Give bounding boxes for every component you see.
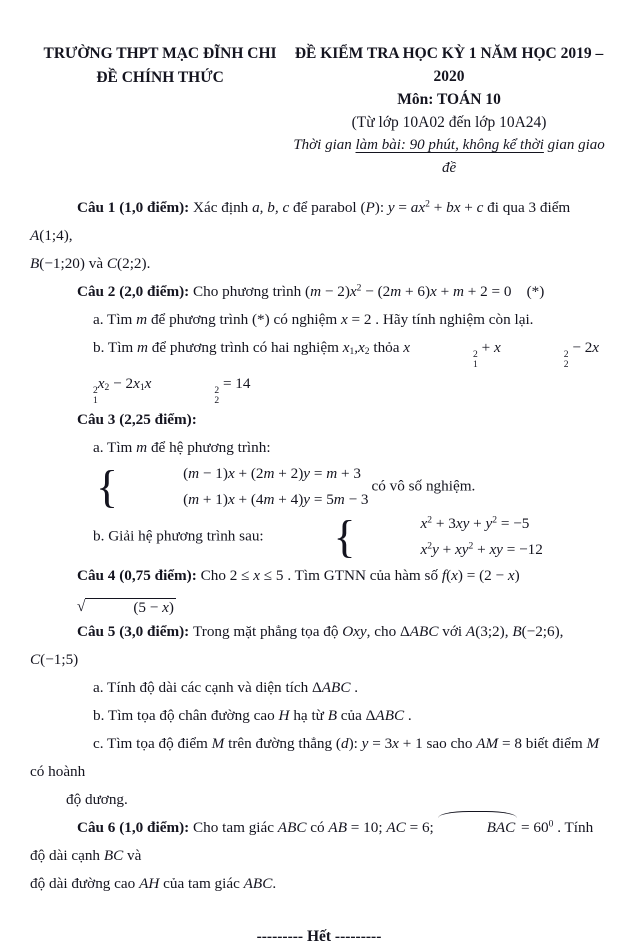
subscript: 1 xyxy=(139,381,145,393)
subscript: 2 xyxy=(104,381,110,393)
math-italic: AH xyxy=(139,874,160,892)
sup-sub-stack xyxy=(501,350,569,370)
math-italic: y xyxy=(303,464,311,482)
math-italic: c xyxy=(476,199,484,216)
math-italic: ABC xyxy=(409,622,439,640)
angle-arc xyxy=(438,814,518,842)
system-brace: { xyxy=(96,460,119,512)
subscript: 2 xyxy=(563,359,569,371)
math-italic: x xyxy=(97,374,105,392)
paragraph: độ dương. xyxy=(66,790,128,808)
radical-sign: √ xyxy=(77,597,86,615)
bold-text: Câu 1 (1,0 điểm): xyxy=(77,199,194,216)
system-equation: (m + 1)x + (4m + 4)y = 5m − 3 xyxy=(183,490,369,508)
sup-sub-stack xyxy=(410,350,478,370)
bold-text: Câu 5 (3,0 điểm): xyxy=(77,622,194,640)
math-italic: x xyxy=(420,514,428,532)
math-italic: m xyxy=(390,283,402,300)
bold-text: Câu 4 (0,75 điểm): xyxy=(77,566,201,584)
system-brace: { xyxy=(333,510,356,562)
math-italic: x xyxy=(349,283,357,300)
equation-system xyxy=(270,512,542,562)
exam-header xyxy=(30,42,608,180)
math-italic: y xyxy=(387,199,395,216)
subscript: 2 xyxy=(214,394,220,406)
system-lines xyxy=(358,512,543,562)
math-italic: M xyxy=(586,734,600,752)
bold-text: Câu 6 (1,0 điểm): xyxy=(77,818,194,836)
math-italic: f xyxy=(441,566,447,584)
math-italic: x xyxy=(507,566,515,584)
math-italic: y xyxy=(361,734,369,752)
radicand: (5 − x) xyxy=(85,598,176,616)
math-italic: ABC xyxy=(277,818,307,836)
end-marker: --------- Hết --------- xyxy=(256,927,382,945)
paragraph: a. Tính độ dài các cạnh và diện tích ΔABC . xyxy=(93,678,359,696)
math-italic: P xyxy=(365,199,375,216)
math-italic: Oxy xyxy=(342,622,367,640)
math-italic: m xyxy=(263,490,275,508)
math-italic: a, b, c xyxy=(252,199,290,216)
paragraph: b. Tìm m để phương trình có hai nghiệm x1,x2 thỏa x 2 1 + x 2 2 − 2x 2 1 x2 − 2x1x 2 2 = 14 xyxy=(30,334,608,406)
math-italic: m xyxy=(188,490,200,508)
math-italic: x xyxy=(420,540,428,558)
system-equation: $x^2y + xy^2$ + xy = −12 xyxy=(420,540,543,558)
paragraph: a. Tìm m để hệ phương trình: { (m − 1)x + (2m + 2)y = m + 3 (m + 1)x + (4m + 4)y = 5m − 3 có vô số nghiệm. xyxy=(30,434,608,512)
time-underlined: làm bài: 90 phút, không kể thời xyxy=(355,137,544,153)
math-italic: x xyxy=(133,374,140,392)
math-italic: ABC xyxy=(243,874,273,892)
math-italic: m xyxy=(326,464,338,482)
paragraph: Câu 4 (0,75 điểm): Cho 2 ≤ x ≤ 5 . Tìm GTNN của hàm số f(x) = (2 − x) √ (5 − x) xyxy=(30,562,608,618)
subscript: 2 xyxy=(364,345,370,357)
square-root xyxy=(30,598,176,616)
math-italic: m xyxy=(136,438,148,456)
superscript: 2 xyxy=(427,540,433,552)
paragraph: b. Tìm tọa độ chân đường cao H hạ từ B của ΔABC . xyxy=(93,706,412,724)
system-equation: (m − 1)x + (2m + 2)y = m + 3 xyxy=(183,464,361,482)
exam-type-label: ĐỀ CHÍNH THỨC xyxy=(96,69,224,86)
math-italic: BAC xyxy=(486,818,516,836)
math-italic: A xyxy=(465,622,476,640)
math-italic: bx xyxy=(446,199,461,216)
time-limit-line xyxy=(290,134,608,180)
math-italic: y xyxy=(485,514,493,532)
subject-line: Môn: TOÁN 10 xyxy=(397,91,501,108)
math-italic: d xyxy=(340,734,349,752)
superscript: 2 xyxy=(425,198,430,210)
superscript: 2 xyxy=(93,385,98,397)
math-italic: x xyxy=(340,311,348,328)
math-italic: ax xyxy=(410,199,426,216)
math-italic: x xyxy=(227,490,235,508)
math-italic: A xyxy=(30,227,40,244)
header-left-column xyxy=(30,42,290,180)
subscript: 1 xyxy=(473,359,478,371)
math-italic: x xyxy=(162,598,169,616)
math-italic: AM xyxy=(476,734,499,752)
math-italic: x xyxy=(403,339,411,356)
paragraph: Câu 2 (2,0 điểm): Cho phương trình $(m - 2)x^2 - (2m + 6)x + m + 2 = 0$ (*) xyxy=(77,282,545,300)
system-lines xyxy=(120,462,368,512)
paragraph: b. Giải hệ phương trình sau: { $x^2 + 3xy + y^2 = -5$ $x^2y + xy^2$ + xy = −12 xyxy=(93,510,543,562)
math-italic: m xyxy=(333,490,345,508)
math-italic: B xyxy=(30,255,40,272)
math-italic: x xyxy=(451,566,458,584)
header-right-column xyxy=(290,42,608,180)
paragraph xyxy=(30,406,608,434)
school-name: TRƯỜNG THPT MẠC ĐĨNH CHI xyxy=(43,45,277,62)
math-italic: C xyxy=(106,255,118,272)
superscript: 2 xyxy=(492,514,498,526)
math-italic: m xyxy=(263,464,275,482)
math-italic: x xyxy=(358,339,365,356)
subscript: 1 xyxy=(349,345,355,357)
math-italic: x xyxy=(144,374,152,392)
math-italic: BC xyxy=(103,846,124,864)
superscript: 2 xyxy=(214,385,220,397)
class-range: (Từ lớp 10A02 đến lớp 10A24) xyxy=(351,114,547,131)
superscript: 2 xyxy=(468,540,474,552)
math-italic: AB xyxy=(328,818,347,836)
subscript: 1 xyxy=(93,394,98,406)
sup-sub-stack xyxy=(151,386,219,406)
math-italic: AC xyxy=(386,818,406,836)
math-italic: x xyxy=(592,339,600,356)
time-suffix: gian giao đề xyxy=(441,137,605,176)
superscript: 0 xyxy=(548,818,554,830)
paragraph: c. Tìm tọa độ điểm M trên đường thẳng (d): y = 3x + 1 sao cho AM = 8 biết điểm M có hoành xyxy=(30,734,600,780)
math-italic: H xyxy=(278,706,290,724)
math-italic: m xyxy=(136,311,148,328)
paragraph: B(−1;20) và C(2;2). xyxy=(30,255,151,272)
paragraph: độ dài đường cao AH của tam giác ABC. xyxy=(30,874,277,892)
superscript: 2 xyxy=(473,349,478,361)
system-equation: $x^2 + 3xy + y^2 = -5$ xyxy=(420,514,530,532)
math-italic: m xyxy=(452,283,464,300)
math-italic: xy xyxy=(455,540,469,558)
bold-text: Câu 2 (2,0 điểm): xyxy=(77,283,194,300)
math-italic: y xyxy=(303,490,311,508)
paragraph: Câu 5 (3,0 điểm): Trong mặt phẳng tọa độ Oxy, cho ΔABC với A(3;2), B(−2;6), C(−1;5) xyxy=(30,622,564,668)
math-italic: B xyxy=(512,622,522,640)
time-prefix: Thời gian xyxy=(293,137,356,153)
math-italic: x xyxy=(494,339,501,356)
math-italic: x xyxy=(227,464,235,482)
math-italic: xy xyxy=(489,540,503,558)
math-italic: B xyxy=(327,706,337,724)
math-italic: ABC xyxy=(375,706,405,724)
math-italic: xy xyxy=(455,514,470,532)
math-italic: m xyxy=(188,464,200,482)
math-italic: m xyxy=(137,339,148,356)
superscript: 2 xyxy=(563,349,569,361)
math-italic: y xyxy=(432,540,439,558)
math-italic: x xyxy=(392,734,399,752)
paragraph: a. Tìm m để phương trình (*) có nghiệm x = 2 . Hãy tính nghiệm còn lại. xyxy=(93,311,534,328)
math-italic: m xyxy=(310,283,322,300)
math-italic: C xyxy=(30,650,41,668)
exam-body xyxy=(30,194,608,898)
math-italic: M xyxy=(211,734,225,752)
sup-sub-stack xyxy=(30,386,98,406)
math-italic: x xyxy=(342,339,350,356)
paragraph: Câu 6 (1,0 điểm): Cho tam giác ABC có AB = 10; AC = 6; BAC = $60^0$ . Tính độ dài cạnh BC và xyxy=(30,814,608,870)
math-italic: x xyxy=(253,566,260,584)
superscript: 2 xyxy=(356,282,362,294)
math-italic: x xyxy=(430,283,437,300)
paragraph: Câu 1 (1,0 điểm): Xác định a, b, c để parabol (P): $y = ax^2$ + bx + c đi qua 3 điểm A(1;4), xyxy=(30,198,571,244)
equation-system xyxy=(33,462,369,512)
math-italic: ABC xyxy=(321,678,351,696)
exam-title: ĐỀ KIỂM TRA HỌC KỲ 1 NĂM HỌC 2019 – 2020 xyxy=(294,45,604,85)
bold-text: Câu 3 (2,25 điểm): xyxy=(77,410,197,428)
superscript: 2 xyxy=(427,514,433,526)
